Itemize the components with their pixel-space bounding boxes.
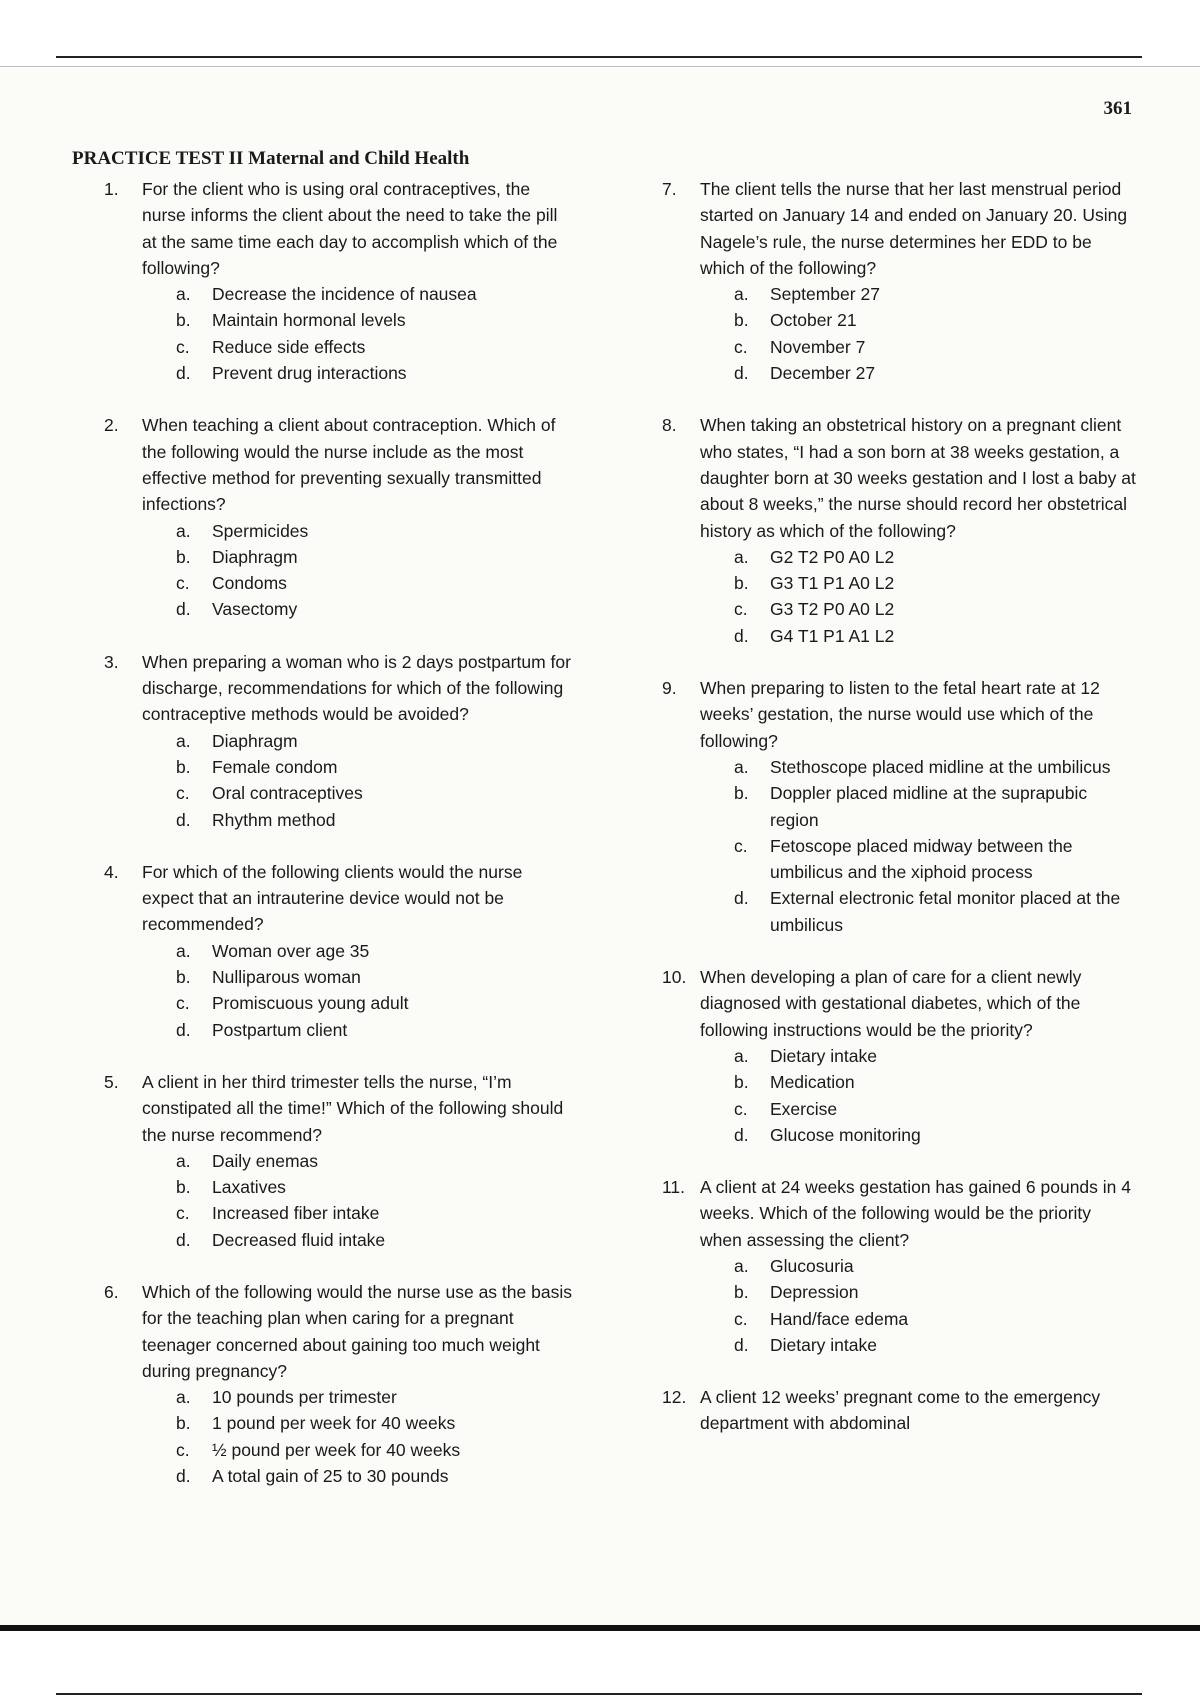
option-letter: d. — [176, 599, 191, 620]
question-text: When taking an obstetrical history on a pregnant client who states, “I had a son born at 38 weeks gestation, a daughter born at 30 weeks gestation and I lost a baby at about 8 weeks,” the nurse should record her obstetrical history as which of the following? — [700, 415, 1136, 541]
option-text: Nulliparous woman — [212, 967, 361, 988]
option-letter: c. — [734, 336, 748, 357]
answer-option — [104, 544, 574, 570]
option-text: Condoms — [212, 573, 287, 594]
option-letter: c. — [734, 835, 748, 856]
answer-option — [104, 1437, 574, 1463]
question-text: When preparing a woman who is 2 days postpartum for discharge, recommendations for which of the following contraceptive methods would be avoided? — [142, 651, 571, 725]
question-number: 3. — [104, 651, 119, 672]
question-number: 11. — [662, 1177, 686, 1198]
answer-option — [104, 938, 574, 964]
option-text: Prevent drug interactions — [212, 363, 407, 384]
option-letter: b. — [176, 546, 191, 567]
answer-option — [662, 307, 1137, 333]
option-letter: d. — [734, 1124, 749, 1145]
option-letter: d. — [734, 888, 749, 909]
answer-option — [662, 1043, 1137, 1069]
answer-options — [104, 728, 574, 833]
question-text: A client 12 weeks’ pregnant come to the emergency department with abdominal — [700, 1387, 1101, 1434]
question-3 — [104, 649, 574, 833]
option-text: Exercise — [770, 1098, 838, 1119]
answer-options — [662, 544, 1137, 649]
option-letter: a. — [176, 730, 191, 751]
option-letter: b. — [734, 1072, 749, 1093]
answer-option — [104, 1384, 574, 1410]
option-letter: b. — [176, 1177, 191, 1198]
option-text: ½ pound per week for 40 weeks — [212, 1439, 461, 1460]
answer-option — [104, 1017, 574, 1043]
question-number: 8. — [662, 415, 677, 436]
option-letter: d. — [176, 1229, 191, 1250]
option-text: Promiscuous young adult — [212, 993, 409, 1014]
option-letter: b. — [176, 967, 191, 988]
answer-option — [662, 1279, 1137, 1305]
question-number: 12. — [662, 1387, 687, 1408]
answer-option — [662, 623, 1137, 649]
option-letter: d. — [734, 625, 749, 646]
option-letter: a. — [176, 1150, 191, 1171]
answer-option — [662, 334, 1137, 360]
question-6 — [104, 1279, 574, 1489]
answer-option — [104, 1227, 574, 1253]
question-text: When preparing to listen to the fetal heart rate at 12 weeks’ gestation, the nurse would use which of the following? — [700, 678, 1100, 751]
answer-option — [104, 990, 574, 1016]
answer-option — [104, 964, 574, 990]
answer-option — [662, 544, 1137, 570]
answer-options — [104, 938, 574, 1043]
option-text: Increased fiber intake — [212, 1203, 380, 1224]
option-letter: b. — [176, 310, 191, 331]
answer-options — [104, 1148, 574, 1253]
answer-option — [104, 1174, 574, 1200]
answer-option — [662, 1069, 1137, 1095]
option-letter: c. — [734, 599, 748, 620]
option-text: Fetoscope placed midway between the umbilicus and the xiphoid process — [770, 835, 1073, 883]
answer-option — [104, 807, 574, 833]
option-text: Woman over age 35 — [212, 940, 370, 961]
option-letter: c. — [176, 1439, 190, 1460]
option-text: A total gain of 25 to 30 pounds — [212, 1466, 449, 1487]
answer-option — [662, 1306, 1137, 1332]
answer-option — [104, 307, 574, 333]
option-letter: c. — [176, 336, 190, 357]
answer-option — [662, 754, 1137, 780]
option-letter: a. — [734, 756, 749, 777]
option-text: November 7 — [770, 336, 866, 357]
question-9 — [662, 675, 1137, 938]
question-text: For which of the following clients would the nurse expect that an intrauterine device would not be recommended? — [142, 861, 523, 935]
option-text: Dietary intake — [770, 1045, 877, 1066]
option-text: Hand/face edema — [770, 1308, 909, 1329]
option-text: Postpartum client — [212, 1019, 348, 1040]
answer-option — [104, 1148, 574, 1174]
option-text: Decrease the incidence of nausea — [212, 284, 477, 305]
answer-options — [104, 1384, 574, 1489]
option-letter: d. — [176, 809, 191, 830]
option-letter: b. — [176, 756, 191, 777]
option-text: Glucosuria — [770, 1255, 854, 1276]
option-letter: a. — [734, 1255, 749, 1276]
answer-options — [662, 281, 1137, 386]
option-text: Laxatives — [212, 1177, 286, 1198]
question-text: For the client who is using oral contraceptives, the nurse informs the client about the need to take the pill at the same time each day to accomplish which of the following? — [142, 179, 558, 278]
option-letter: d. — [176, 1466, 191, 1487]
question-number: 7. — [662, 179, 677, 199]
question-number: 1. — [104, 179, 119, 199]
option-letter: d. — [734, 1334, 749, 1355]
option-letter: a. — [176, 284, 191, 305]
question-text: A client at 24 weeks gestation has gained 6 pounds in 4 weeks. Which of the following would be the priority when assessing the client? — [700, 1177, 1131, 1250]
question-11 — [662, 1174, 1137, 1358]
answer-option — [662, 1122, 1137, 1148]
option-text: Rhythm method — [212, 809, 336, 830]
answer-option — [104, 360, 574, 386]
answer-option — [662, 1253, 1137, 1279]
option-text: Doppler placed midline at the suprapubic region — [770, 783, 1088, 830]
option-text: Decreased fluid intake — [212, 1229, 386, 1250]
question-8 — [662, 412, 1137, 649]
answer-option — [662, 1332, 1137, 1358]
option-text: Spermicides — [212, 520, 309, 541]
answer-options — [662, 1043, 1137, 1148]
answer-option — [662, 596, 1137, 622]
option-text: Medication — [770, 1072, 855, 1093]
bottom-thick-rule — [0, 1625, 1200, 1631]
option-letter: c. — [176, 1203, 190, 1224]
option-text: Oral contraceptives — [212, 783, 363, 804]
option-text: G2 T2 P0 A0 L2 — [770, 546, 895, 567]
question-number: 10. — [662, 967, 687, 988]
option-text: Female condom — [212, 756, 338, 777]
page-number: 361 — [1103, 98, 1132, 119]
question-text: When teaching a client about contraception. Which of the following would the nurse include as the most effective method for preventing sexually transmitted infections? — [142, 415, 556, 515]
answer-option — [662, 570, 1137, 596]
option-text: Daily enemas — [212, 1150, 319, 1171]
question-5 — [104, 1069, 574, 1253]
option-text: Maintain hormonal levels — [212, 310, 406, 331]
answer-option — [104, 281, 574, 307]
option-letter: c. — [176, 573, 190, 594]
answer-option — [662, 885, 1137, 938]
option-text: September 27 — [770, 284, 880, 305]
option-letter: b. — [734, 1282, 749, 1303]
answer-option — [662, 833, 1137, 886]
top-rule — [56, 56, 1142, 58]
answer-option — [104, 1200, 574, 1226]
left-column — [104, 176, 574, 1515]
option-letter: c. — [176, 993, 190, 1014]
question-7 — [662, 176, 1137, 386]
answer-option — [662, 360, 1137, 386]
answer-option — [104, 596, 574, 622]
right-column — [662, 176, 1137, 1463]
option-text: Diaphragm — [212, 730, 298, 751]
question-number: 6. — [104, 1281, 119, 1302]
option-text: 1 pound per week for 40 weeks — [212, 1413, 456, 1434]
option-text: Reduce side effects — [212, 336, 366, 357]
option-letter: b. — [176, 1413, 191, 1434]
option-text: Stethoscope placed midline at the umbilicus — [770, 756, 1111, 777]
option-letter: c. — [734, 1098, 748, 1119]
answer-option — [104, 728, 574, 754]
option-letter: b. — [734, 783, 749, 804]
option-letter: a. — [734, 1045, 749, 1066]
question-text: The client tells the nurse that her last menstrual period started on January 14 and ended on January 20. Using Nagele’s rule, the nurse determines her EDD to be which of the following? — [700, 179, 1128, 278]
option-text: October 21 — [770, 310, 857, 331]
option-letter: c. — [176, 783, 190, 804]
answer-options — [104, 518, 574, 623]
answer-options — [662, 754, 1137, 938]
option-letter: d. — [176, 1019, 191, 1040]
question-text: When developing a plan of care for a client newly diagnosed with gestational diabetes, which of the following instructions would be the priority? — [700, 967, 1082, 1040]
answer-option — [662, 1096, 1137, 1122]
option-letter: b. — [734, 573, 749, 594]
question-2 — [104, 412, 574, 622]
answer-options — [104, 281, 574, 386]
option-text: Glucose monitoring — [770, 1124, 921, 1145]
option-text: Vasectomy — [212, 599, 298, 620]
page-title: PRACTICE TEST II Maternal and Child Health — [72, 148, 470, 169]
option-text: Dietary intake — [770, 1334, 877, 1355]
question-number: 9. — [662, 678, 677, 699]
question-10 — [662, 964, 1137, 1148]
option-text: 10 pounds per trimester — [212, 1387, 397, 1408]
answer-option — [662, 780, 1137, 833]
answer-options — [662, 1253, 1137, 1358]
answer-option — [104, 334, 574, 360]
option-text: G3 T1 P1 A0 L2 — [770, 573, 895, 594]
option-letter: a. — [176, 940, 191, 961]
page-top-edge — [0, 66, 1200, 67]
option-text: December 27 — [770, 363, 876, 384]
answer-option — [104, 780, 574, 806]
answer-option — [104, 518, 574, 544]
answer-option — [104, 570, 574, 596]
question-number: 2. — [104, 415, 119, 436]
option-text: G4 T1 P1 A1 L2 — [770, 625, 895, 646]
question-text: A client in her third trimester tells the nurse, “I’m constipated all the time!” Which of the following should the nurse recommend? — [142, 1071, 564, 1145]
answer-option — [104, 754, 574, 780]
question-text: Which of the following would the nurse use as the basis for the teaching plan when caring for a pregnant teenager concerned about gaining too much weight during pregnancy? — [142, 1281, 572, 1381]
option-letter: a. — [176, 1387, 191, 1408]
option-letter: c. — [734, 1308, 748, 1329]
option-letter: a. — [176, 520, 191, 541]
answer-option — [662, 281, 1137, 307]
option-letter: a. — [734, 284, 749, 305]
option-text: G3 T2 P0 A0 L2 — [770, 599, 895, 620]
question-number: 4. — [104, 861, 119, 882]
answer-option — [104, 1410, 574, 1436]
option-text: Depression — [770, 1282, 859, 1303]
question-12 — [662, 1384, 1137, 1437]
question-1 — [104, 176, 574, 386]
option-text: External electronic fetal monitor placed at the umbilicus — [770, 888, 1121, 935]
answer-option — [104, 1463, 574, 1489]
option-letter: d. — [734, 363, 749, 384]
option-letter: d. — [176, 363, 191, 384]
option-letter: a. — [734, 546, 749, 567]
question-number: 5. — [104, 1071, 119, 1092]
question-4 — [104, 859, 574, 1043]
bottom-rule — [56, 1693, 1142, 1695]
option-letter: b. — [734, 310, 749, 331]
option-text: Diaphragm — [212, 546, 298, 567]
